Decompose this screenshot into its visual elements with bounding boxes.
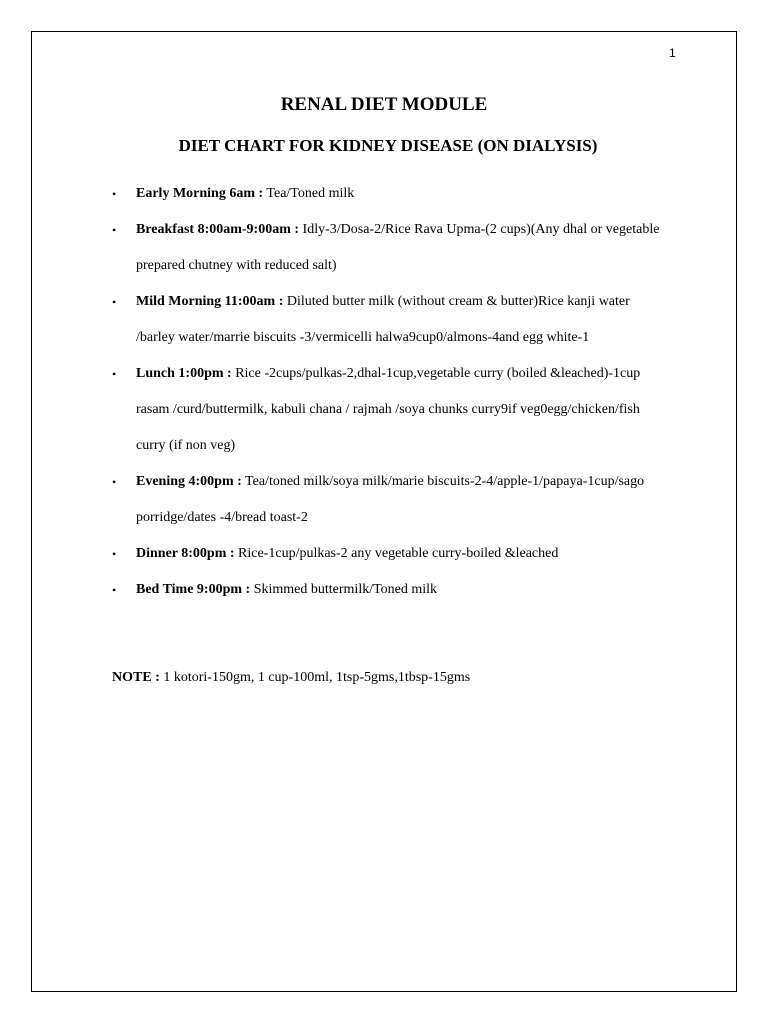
bullet-icon: •	[112, 367, 117, 381]
meal-time: Early Morning 6am :	[136, 186, 264, 201]
meal-description: Skimmed buttermilk/Toned milk	[253, 582, 438, 597]
meal-item-early-morning	[112, 176, 672, 212]
meal-description: Rice-1cup/pulkas-2 any vegetable curry-boiled &leached	[238, 546, 559, 561]
bullet-icon: •	[112, 223, 117, 237]
meal-description: Idly-3/Dosa-2/Rice Rava Upma-(2 cups)(Any dhal or vegetable prepared chutney with reduced salt)	[136, 222, 660, 273]
meal-description: Diluted butter milk (without cream & butter)Rice kanji water /barley water/marrie biscuits -3/vermicelli halwa9cup0/almons-4and egg white-1	[136, 294, 630, 345]
meal-item-evening	[112, 464, 672, 536]
meal-item-dinner	[112, 536, 672, 572]
meal-item-breakfast	[112, 212, 672, 284]
bullet-icon: •	[112, 475, 117, 489]
bullet-icon: •	[112, 547, 117, 561]
meal-list	[112, 176, 672, 608]
meal-time: Bed Time 9:00pm :	[136, 582, 251, 597]
meal-time: Lunch 1:00pm :	[136, 366, 232, 381]
meal-item-lunch	[112, 356, 672, 464]
meal-item-mid-morning	[112, 284, 672, 356]
page-number: 1	[669, 46, 676, 60]
note	[112, 668, 470, 688]
bullet-icon: •	[112, 187, 117, 201]
bullet-icon: •	[112, 583, 117, 597]
note-label: NOTE :	[112, 670, 160, 685]
meal-description: Rice -2cups/pulkas-2,dhal-1cup,vegetable curry (boiled &leached)-1cup rasam /curd/buttermilk, kabuli chana / rajmah /soya chunks curry9if veg0egg/chicken/fish curry (if non veg)	[136, 366, 641, 453]
page-subtitle: DIET CHART FOR KIDNEY DISEASE (ON DIALYSIS)	[178, 136, 598, 155]
meal-description: Tea/toned milk/soya milk/marie biscuits-2-4/apple-1/papaya-1cup/sago porridge/dates -4/bread toast-2	[136, 474, 645, 525]
meal-description: Tea/Toned milk	[266, 186, 355, 201]
page-title: RENAL DIET MODULE	[280, 94, 488, 115]
meal-time: Evening 4:00pm :	[136, 474, 242, 489]
meal-time: Breakfast 8:00am-9:00am :	[136, 222, 300, 237]
bullet-icon: •	[112, 295, 117, 309]
note-text: 1 kotori-150gm, 1 cup-100ml, 1tsp-5gms,1tbsp-15gms	[163, 670, 471, 685]
meal-time: Dinner 8:00pm :	[136, 546, 235, 561]
meal-time: Mild Morning 11:00am :	[136, 294, 284, 309]
meal-item-bed-time	[112, 572, 672, 608]
